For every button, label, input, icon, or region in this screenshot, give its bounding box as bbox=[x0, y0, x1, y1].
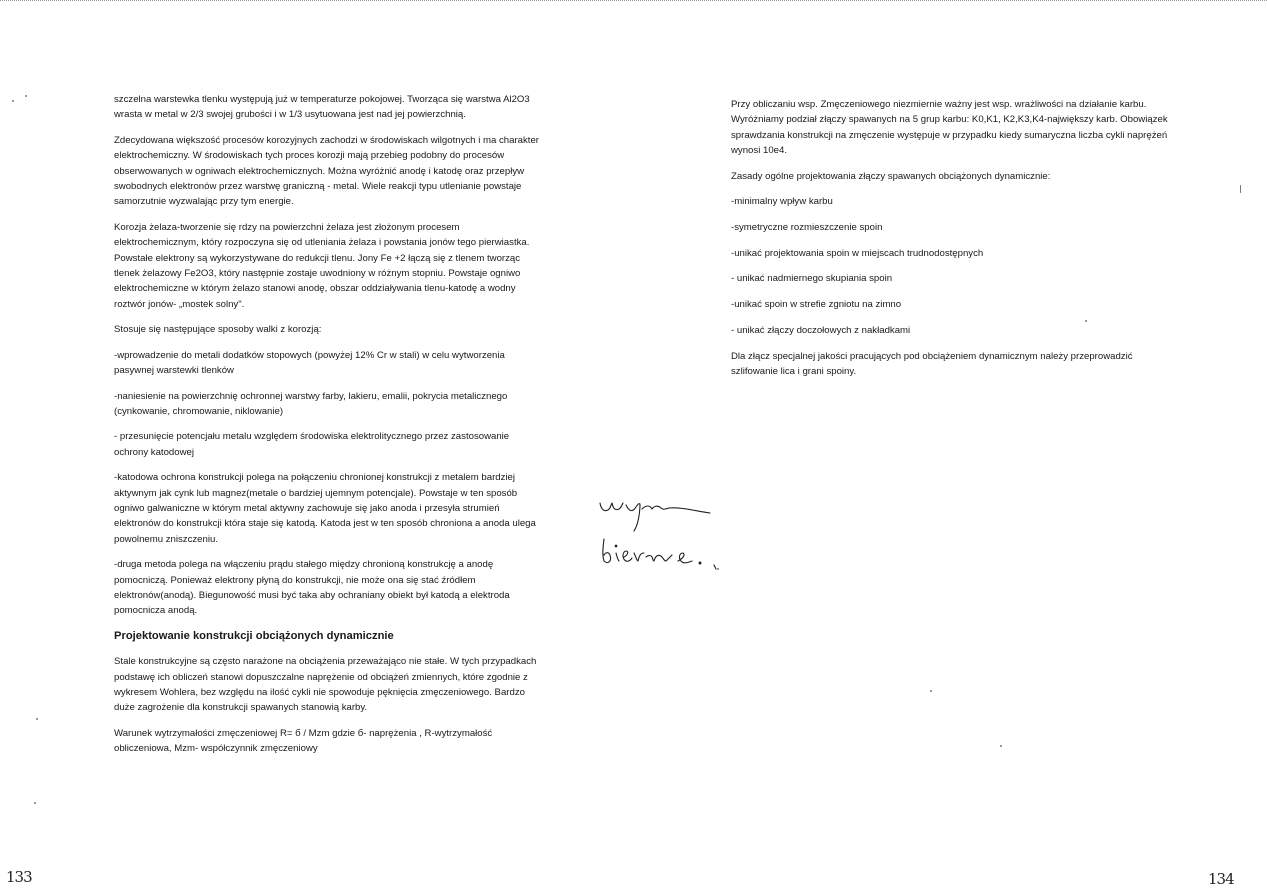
scan-speck bbox=[717, 568, 719, 570]
paragraph: Zdecydowana większość procesów korozyjnych zachodzi w środowiskach wilgotnych i ma charakter elektrochemiczny. W środowiskach tych proces korozji mają przebieg podobny do procesów obserwowanych w ogniwach elektrochemicznych. Można wyróżnić anodę i katodę oraz przepływ swobodnych elektronów przez warstwę graniczną - metal. Wiele reakcji typu utlenianie powstaje samorzutnie wyzwalając przy tym energie. bbox=[114, 134, 539, 208]
paragraph: Przy obliczaniu wsp. Zmęczeniowego niezmiernie ważny jest wsp. wrażliwości na działanie karbu. Wyróżniamy podział złączy spawanych na 5 grup karbu: K0,K1, K2,K3,K4-największy karb. Obowiązek sprawdzania konstrukcji na zmęczenie występuje w przypadku kiedy sumaryczna liczba cykli naprężeń wynosi 10e4. bbox=[731, 99, 1168, 157]
list-item: - unikać złączy doczołowych z nakładkami bbox=[731, 325, 911, 337]
right-page-text bbox=[731, 97, 1175, 390]
list-item: -symetryczne rozmieszczenie spoin bbox=[731, 221, 883, 233]
paragraph: -wprowadzenie do metali dodatków stopowych (powyżej 12% Cr w stali) w celu wytworzenia pasywnej warstewki tlenków bbox=[114, 349, 505, 377]
scan-speck bbox=[1240, 185, 1241, 193]
scan-speck bbox=[36, 718, 38, 720]
paragraph: Dla złącz specjalnej jakości pracujących pod obciążeniem dynamicznym należy przeprowadzić szlifowanie lica i grani spoiny. bbox=[731, 350, 1133, 378]
section-heading: Projektowanie konstrukcji obciążonych dynamicznie bbox=[114, 629, 394, 642]
paragraph: Stale konstrukcyjne są często narażone na obciążenia przeważająco nie stałe. W tych przypadkach podstawę ich obliczeń stanowi dopuszczalne naprężenie od obciążeń zmiennych, które zgodnie z wykresem Wohlera, bez względu na ilość cykli nie spowoduje pęknięcia zmęczeniowego. Bardzo duże zagrożenie dla konstrukcji spawanych stanowią karby. bbox=[114, 656, 537, 714]
paragraph: Warunek wytrzymałości zmęczeniowej R= б / Mzm gdzie б- naprężenia , R-wytrzymałość obliczeniowa, Mzm- współczynnik zmęczeniowy bbox=[114, 727, 493, 755]
paragraph: -naniesienie na powierzchnię ochronnej warstwy farby, lakieru, emalii, pokrycia metalicznego (cynkowanie, chromowanie, niklowanie) bbox=[114, 390, 508, 417]
list-item: -unikać projektowania spoin w miejscach trudnodostępnych bbox=[731, 247, 984, 259]
scan-speck bbox=[34, 802, 36, 804]
list-item: -minimalny wpływ karbu bbox=[731, 196, 833, 208]
scan-top-edge bbox=[0, 0, 1267, 4]
paragraph: - przesunięcie potencjału metalu względem środowiska elektrolitycznego przez zastosowanie ochrony katodowej bbox=[114, 431, 510, 458]
scan-speck bbox=[12, 100, 14, 102]
scan-speck bbox=[25, 95, 27, 97]
handwritten-note bbox=[596, 495, 726, 575]
scan-speck bbox=[1000, 745, 1002, 747]
list-item: -unikać spoin w strefie zgniotu na zimno bbox=[731, 299, 902, 311]
page-number: 133 bbox=[6, 868, 32, 886]
page-number: 134 bbox=[1208, 870, 1234, 888]
paragraph: szczelna warstewka tlenku występują już w temperaturze pokojowej. Tworząca się warstwa Al2O3 wrasta w metal w 2/3 swojej grubości i w 1/3 usytuowana jest nad jej powierzchnią. bbox=[114, 94, 530, 121]
paragraph: -katodowa ochrona konstrukcji polega na połączeniu chronionej konstrukcji z metalem bardziej aktywnym jak cynk lub magnez(metale o bardziej ujemnym potencjale). Powstaje w ten sposób ogniwo galwaniczne w którym metal aktywny zachowuje się jako anoda i przesyła strumień elektronów do konstrukcji która staje się katodą. Katoda jest w ten sposób chroniona a anoda ulega powolnemu zniszczeniu. bbox=[114, 472, 536, 545]
paragraph: -druga metoda polega na włączeniu prądu stałego między chronioną konstrukcję a anodę pomocniczą. Ponieważ elektrony płyną do konstrukcji, nie może ona się stać źródłem elektronów(anodą). Biegunowość musi być taka aby ochraniany obiekt był katodą a elektroda pomocnicza anodą. bbox=[114, 559, 510, 617]
paragraph: Korozja żelaza-tworzenie się rdzy na powierzchni żelaza jest złożonym procesem elektrochemicznym, który rozpoczyna się od utleniania żelaza i powstania jonów tego pierwiastka. Powstałe elektrony są wykorzystywane do redukcji tlenu. Jony Fe +2 łączą się z tlenem tworząc tlenek żelazowy Fe2O3, który następnie zostaje uwodniony w różnym stopniu. Powstaje ogniwo elektrochemiczne w którym żelazo stanowi anodę, obszar oddziaływania tlenu-katodę a wodny roztwór jonów- „mostek solny". bbox=[114, 221, 530, 310]
paragraph: Stosuje się następujące sposoby walki z korozją: bbox=[114, 324, 322, 336]
paragraph: Zasady ogólne projektowania złączy spawanych obciążonych dynamicznie: bbox=[731, 170, 1051, 182]
scan-speck bbox=[930, 690, 932, 692]
left-page-text bbox=[114, 92, 544, 767]
scan-speck bbox=[1085, 320, 1087, 322]
list-item: - unikać nadmiernego skupiania spoin bbox=[731, 273, 893, 285]
